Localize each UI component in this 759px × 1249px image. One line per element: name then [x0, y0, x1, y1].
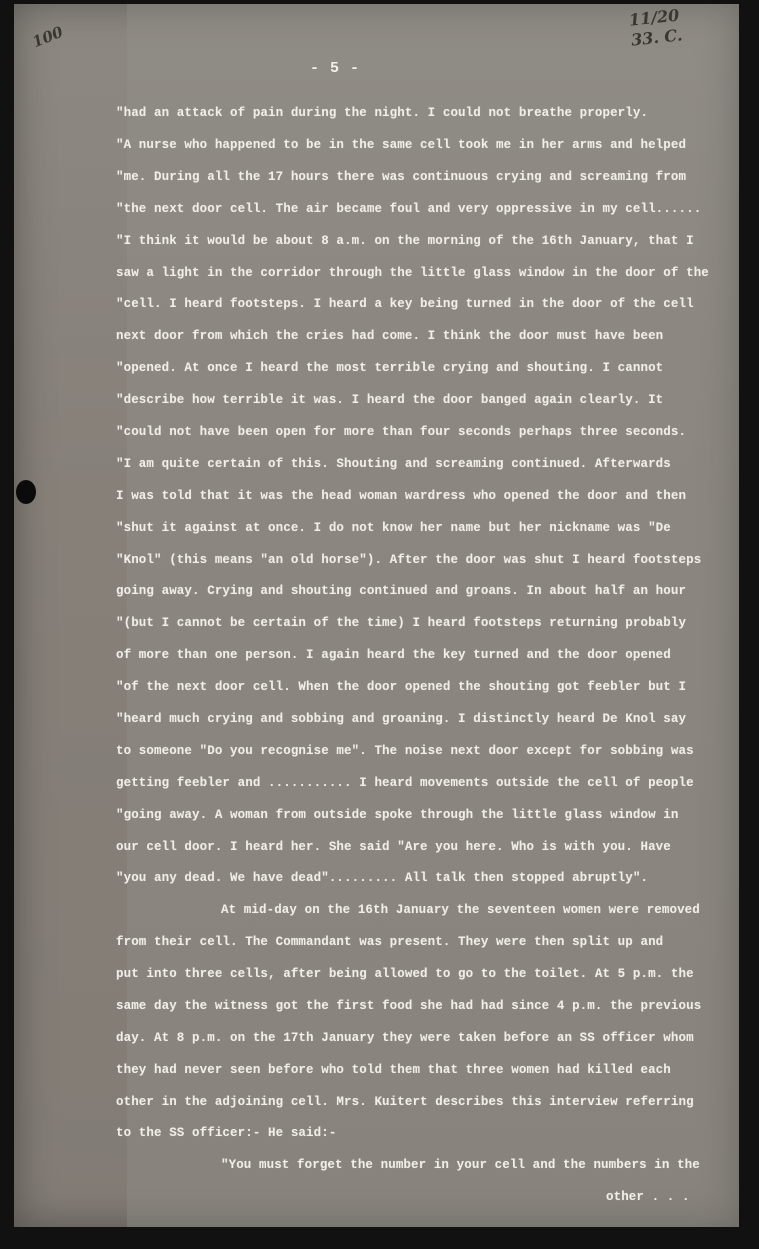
text-line: "had an attack of pain during the night. I could not breathe properly. [116, 106, 649, 120]
handwritten-reference [628, 5, 683, 50]
text-line: going away. Crying and shouting continued and groans. In about half an hour [116, 584, 687, 598]
text-line: "shut it against at once. I do not know her name but her nickname was "De [116, 521, 671, 535]
text-line: "I think it would be about 8 a.m. on the morning of the 16th January, that I [116, 234, 694, 248]
text-line: next door from which the cries had come. I think the door must have been [116, 329, 664, 343]
handwritten-reference-line-2: 33. C. [630, 25, 684, 50]
text-line: "opened. At once I heard the most terrible crying and shouting. I cannot [116, 361, 664, 375]
text-line: "Knol" (this means "an old horse"). After the door was shut I heard footsteps [116, 553, 702, 567]
text-line: At mid-day on the 16th January the seventeen women were removed [221, 903, 700, 917]
document-page [14, 4, 739, 1227]
text-line: to someone "Do you recognise me". The noise next door except for sobbing was [116, 744, 694, 758]
text-line: "A nurse who happened to be in the same cell took me in her arms and helped [116, 138, 687, 152]
text-line: our cell door. I heard her. She said "Are you here. Who is with you. Have [116, 840, 671, 854]
text-line: of more than one person. I again heard the key turned and the door opened [116, 648, 671, 662]
page-number: - 5 - [310, 60, 361, 77]
handwritten-folio-number: 100 [29, 22, 66, 52]
text-line: to the SS officer:- He said:- [116, 1126, 337, 1140]
text-line: "could not have been open for more than four seconds perhaps three seconds. [116, 425, 687, 439]
handwritten-reference-line-1: 11/20 [628, 5, 681, 30]
text-line: they had never seen before who told them that three women had killed each [116, 1063, 671, 1077]
text-line: "of the next door cell. When the door opened the shouting got feebler but I [116, 680, 687, 694]
text-line: put into three cells, after being allowed to go to the toilet. At 5 p.m. the [116, 967, 694, 981]
text-line: other . . . [606, 1190, 690, 1204]
text-line: "You must forget the number in your cell and the numbers in the [221, 1158, 700, 1172]
text-line: "cell. I heard footsteps. I heard a key being turned in the door of the cell [116, 297, 694, 311]
text-line: I was told that it was the head woman wardress who opened the door and then [116, 489, 687, 503]
text-line: same day the witness got the first food she had had since 4 p.m. the previous [116, 999, 702, 1013]
text-line: other in the adjoining cell. Mrs. Kuitert describes this interview referring [116, 1095, 694, 1109]
text-line: "describe how terrible it was. I heard the door banged again clearly. It [116, 393, 664, 407]
text-line: from their cell. The Commandant was present. They were then split up and [116, 935, 664, 949]
text-line: "going away. A woman from outside spoke through the little glass window in [116, 808, 679, 822]
text-line: "I am quite certain of this. Shouting and screaming continued. Afterwards [116, 457, 671, 471]
text-line: "heard much crying and sobbing and groaning. I distinctly heard De Knol say [116, 712, 687, 726]
text-line: "me. During all the 17 hours there was continuous crying and screaming from [116, 170, 687, 184]
text-line: day. At 8 p.m. on the 17th January they were taken before an SS officer whom [116, 1031, 694, 1045]
text-line: saw a light in the corridor through the little glass window in the door of the [116, 266, 709, 280]
text-line: getting feebler and ........... I heard movements outside the cell of people [116, 776, 694, 790]
text-line: "you any dead. We have dead"......... All talk then stopped abruptly". [116, 871, 649, 885]
punch-hole [16, 480, 36, 504]
text-line: "the next door cell. The air became foul and very oppressive in my cell...... [116, 202, 702, 216]
text-line: "(but I cannot be certain of the time) I heard footsteps returning probably [116, 616, 687, 630]
